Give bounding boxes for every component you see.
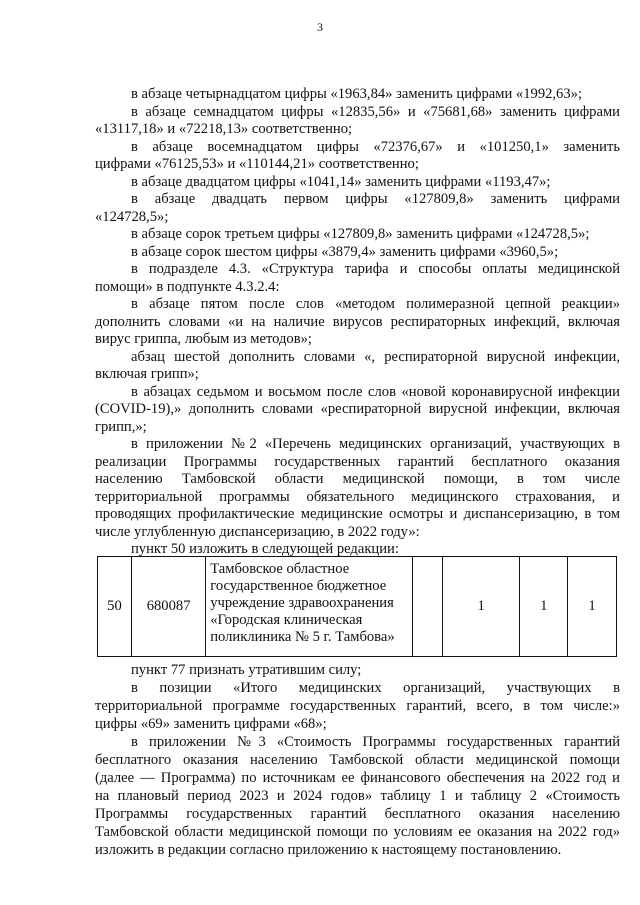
text-line: реализации Программы государственных гарантий бесплатного оказания [95, 453, 620, 470]
text-line: дополнить словами «и на наличие вирусов респираторных инфекций, включая [95, 313, 620, 330]
text-line: пункт 50 изложить в следующей редакции: [131, 541, 399, 557]
text-line: Программы государственных гарантий бесплатного оказания населению [95, 806, 620, 822]
text-line: в позиции «Итого медицинских организаций, участвующих в [131, 680, 620, 696]
cell-value-3: 1 [568, 557, 617, 657]
text-line: в подразделе 4.3. «Структура тарифа и способы оплаты медицинской [131, 261, 620, 277]
text-line: территориальной программе государственных гарантий, всего, в том числе:» [95, 698, 620, 714]
text-line: проводящих профилактические медицинские осмотры и диспансеризацию, в том [95, 506, 620, 522]
text-line: цифрами «76125,53» и «110144,21» соответственно; [95, 156, 419, 172]
page-number: 3 [317, 20, 323, 34]
text-line: включая грипп»; [95, 366, 199, 382]
table-row [98, 557, 617, 657]
text-line: в абзаце семнадцатом цифры «12835,56» и «75681,68» заменить цифрами [131, 103, 620, 120]
text-line: в приложении №3 «Стоимость Программы государственных гарантий [131, 734, 620, 750]
cell-number: 50 [98, 557, 132, 657]
text-line: цифры «69» заменить цифрами «68»; [95, 716, 327, 732]
text-line: в абзацах седьмом и восьмом после слов «новой коронавирусной инфекции [131, 383, 620, 400]
text-line: (далее — Программа) по источникам ее финансового обеспечения на 2022 год и [95, 770, 620, 786]
text-line: территориальной программы обязательного медицинского страхования, и [95, 488, 620, 505]
text-line: в абзаце сорок шестом цифры «3879,4» заменить цифрами «3960,5»; [131, 243, 559, 260]
text-line: бесплатного оказания населению Тамбовской области медицинской помощи [95, 752, 620, 768]
text-line: населению Тамбовской области медицинской помощи, в том числе [95, 471, 620, 487]
text-line: в абзаце двадцать первом цифры «127809,8» заменить цифрами [131, 191, 620, 207]
text-line: абзац шестой дополнить словами «, респираторной вирусной инфекции, [131, 348, 620, 365]
text-line: вирус гриппа, любым из методов»; [95, 331, 312, 347]
cell-code: 680087 [131, 557, 205, 657]
text-line: числе углубленную диспансеризацию, в 2022 году»: [95, 523, 420, 540]
cell-value-2: 1 [520, 557, 568, 657]
text-line: в абзаце двадцатом цифры «1041,14» заменить цифрами «1193,47»; [131, 173, 551, 190]
text-line: (COVID-19),» дополнить словами «респираторной вирусной инфекции, включая [95, 401, 620, 417]
text-line: «124728,5»; [95, 208, 169, 225]
text-line: в абзаце пятом после слов «методом полимеразной цепной реакции» [131, 296, 620, 312]
text-line: пункт 77 признать утратившим силу; [131, 662, 362, 678]
text-line: грипп,»; [95, 418, 147, 435]
text-line: в абзаце восемнадцатом цифры «72376,67» и «101250,1» заменить [131, 138, 620, 155]
text-line: помощи» в подпункте 4.3.2.4: [95, 278, 280, 295]
cell-value-1: 1 [442, 557, 519, 657]
cell-empty [413, 557, 443, 657]
text-line: в абзаце сорок третьем цифры «127809,8» заменить цифрами «124728,5»; [131, 226, 590, 242]
text-line: в абзаце четырнадцатом цифры «1963,84» заменить цифрами «1992,63»; [131, 86, 583, 102]
text-line: изложить в редакции согласно приложению к настоящему постановлению. [95, 842, 562, 858]
text-line: Тамбовской области медицинской помощи по условиям ее оказания на 2022 год» [95, 824, 620, 840]
text-line: на плановый период 2023 и 2024 годов» таблицу 1 и таблицу 2 «Стоимость [95, 788, 620, 804]
cell-organization-name: Тамбовское областное государственное бюджетное учреждение здравоохранения «Городская клиническая поликлиника № 5 г. Тамбова» [206, 557, 413, 657]
text-line: «13117,18» и «72218,13» соответственно; [95, 121, 353, 137]
text-line: в приложении №2 «Перечень медицинских организаций, участвующих в [131, 436, 620, 452]
organization-table [97, 556, 617, 657]
